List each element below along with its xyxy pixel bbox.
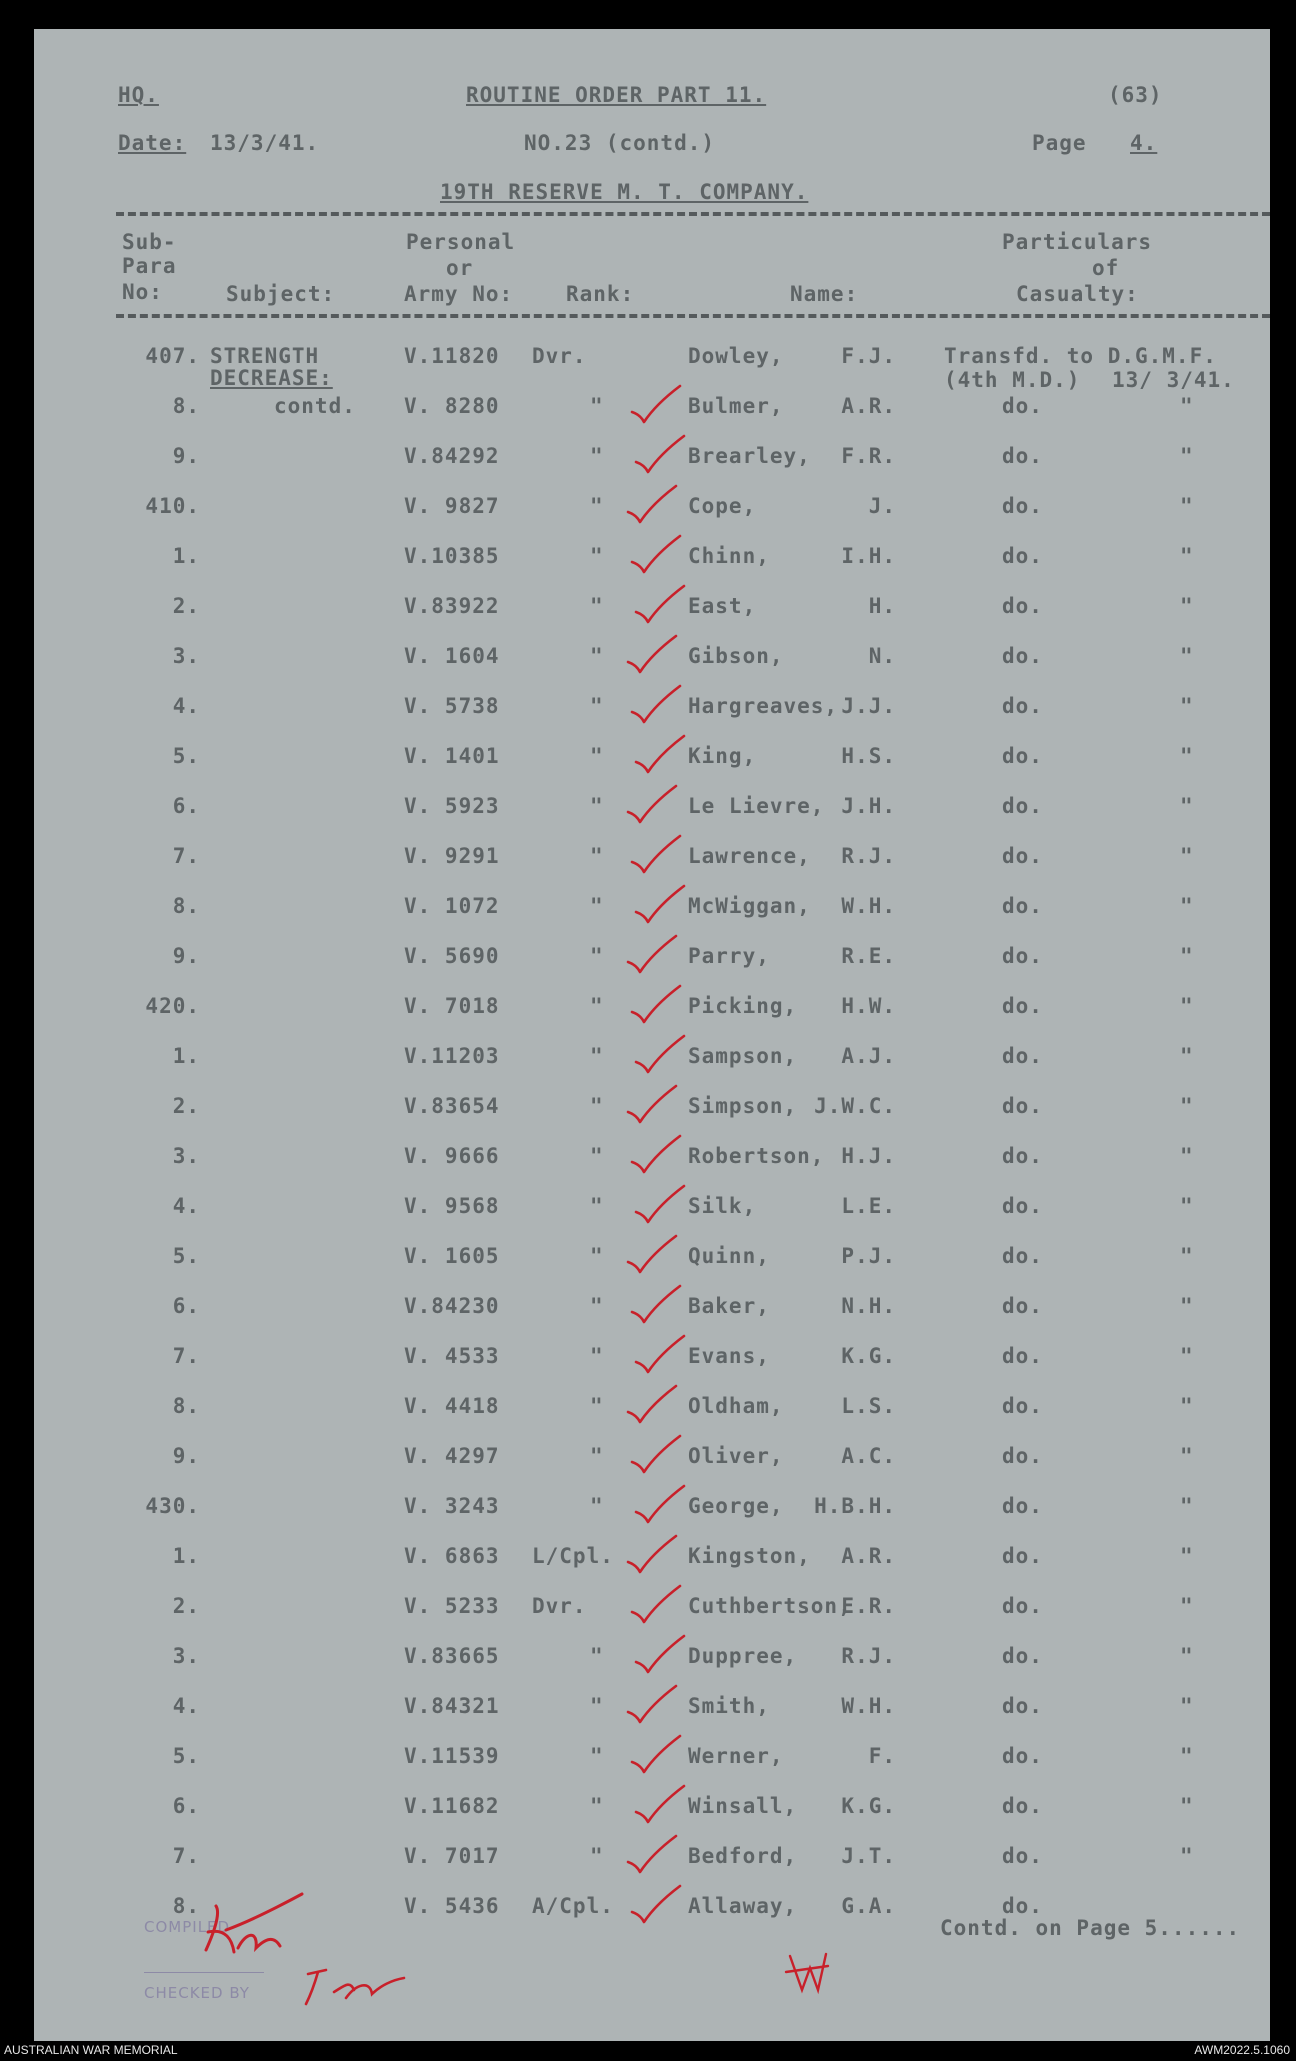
row-army-number: V.83665 [404,1644,500,1668]
row-rank: " [590,894,604,918]
row-army-number: V.84321 [404,1694,500,1718]
row-para: 1. [172,544,200,568]
row-particulars: do. [1002,944,1043,968]
row-para: 420. [145,994,200,1018]
row-ditto: " [1180,494,1194,518]
check-mark-icon [622,1684,682,1724]
col-number-2: or [446,256,474,280]
particulars-district: (4th M.D.) [944,368,1081,392]
row-surname: Werner, [688,1744,784,1768]
row-particulars: do. [1002,744,1043,768]
row-army-number: V. 5436 [404,1894,500,1918]
row-surname: Kingston, [688,1544,811,1568]
order-number: NO.23 (contd.) [524,131,716,155]
row-army-number: V. 9291 [404,844,500,868]
row-surname: Brearley, [688,444,811,468]
row-para: 6. [172,1794,200,1818]
row-surname: Robertson, [688,1144,825,1168]
row-ditto: " [1180,944,1194,968]
row-initials: K.G. [841,1794,896,1818]
row-army-number: V. 7018 [404,994,500,1018]
compiled-signature-icon [186,1888,316,1968]
row-army-number: V. 1604 [404,644,500,668]
row-surname: Hargreaves, [688,694,839,718]
row-initials: L.E. [841,1194,896,1218]
row-initials: W.H. [841,1694,896,1718]
col-particulars-1: Particulars [1002,230,1153,254]
row-surname: Bulmer, [688,394,784,418]
row-particulars: do. [1002,694,1043,718]
row-army-number: V. 3243 [404,1494,500,1518]
row-rank: " [590,1694,604,1718]
row-surname: Picking, [688,994,798,1018]
check-mark-icon [630,1334,690,1374]
check-mark-icon [622,1534,682,1574]
row-particulars: do. [1002,394,1043,418]
row-initials: H.W. [841,994,896,1018]
footer-reference: AWM2022.5.1060 [1194,2043,1290,2057]
row-para: 1. [172,1544,200,1568]
row-para: 8. [172,394,200,418]
row-army-number: V.84292 [404,444,500,468]
row-particulars: do. [1002,494,1043,518]
subject-line-1: STRENGTH [210,344,320,368]
row-ditto: " [1180,744,1194,768]
row-rank: " [590,1494,604,1518]
row-ditto: " [1180,1594,1194,1618]
row-army-number: V. 1401 [404,744,500,768]
row-army-number: V. 4533 [404,1344,500,1368]
check-mark-icon [630,1484,690,1524]
row-para: 6. [172,794,200,818]
row-rank: A/Cpl. [532,1894,614,1918]
check-mark-icon [630,434,690,474]
row-para: 7. [172,1844,200,1868]
row-ditto: " [1180,994,1194,1018]
row-particulars: do. [1002,1494,1043,1518]
row-initials: H.J. [841,1144,896,1168]
row-ditto: " [1180,1844,1194,1868]
col-particulars-3: Casualty: [1016,282,1139,306]
row-army-number: V. 5738 [404,694,500,718]
row-rank: " [590,1294,604,1318]
row-ditto: " [1180,594,1194,618]
row-army-number: V. 4297 [404,1444,500,1468]
col-para-3: No: [122,280,163,304]
row-surname: Simpson, [688,1094,798,1118]
row-particulars: do. [1002,1344,1043,1368]
row-ditto: " [1180,1644,1194,1668]
check-mark-icon [622,1384,682,1424]
row-initials: A.C. [841,1444,896,1468]
row-rank: " [590,1344,604,1368]
row-para: 6. [172,1294,200,1318]
row-army-number: V. 9666 [404,1144,500,1168]
col-particulars-2: of [1092,256,1120,280]
row-initials: W.H. [841,894,896,918]
row-initials: F.R. [841,444,896,468]
row-rank: L/Cpl. [532,1544,614,1568]
row-particulars: do. [1002,1794,1043,1818]
row-particulars: do. [1002,844,1043,868]
check-mark-icon [630,734,690,774]
row-initials: R.J. [841,844,896,868]
row-particulars: do. [1002,1844,1043,1868]
row-particulars: do. [1002,444,1043,468]
check-mark-icon [626,384,686,424]
row-para: 2. [172,1594,200,1618]
row-para: 9. [172,444,200,468]
check-mark-icon [630,1184,690,1224]
row-ditto: " [1180,1194,1194,1218]
row-initials: J.W.C. [814,1094,896,1118]
row-rank: " [590,1244,604,1268]
row-para: 8. [172,1394,200,1418]
row-surname: Baker, [688,1294,770,1318]
row-army-number: V.11539 [404,1744,500,1768]
row-army-number: V. 6863 [404,1544,500,1568]
company-title: 19TH RESERVE M. T. COMPANY. [440,180,809,204]
row-surname: Evans, [688,1344,770,1368]
check-mark-icon [626,1584,686,1624]
row-ditto: " [1180,844,1194,868]
row-particulars: do. [1002,1744,1043,1768]
row-army-number: V.11682 [404,1794,500,1818]
row-initials: H. [868,594,896,618]
divider-top [116,212,1270,216]
initials-mark-icon [780,1946,834,2000]
row-army-number: V. 4418 [404,1394,500,1418]
col-subject: Subject: [226,282,336,306]
row-particulars: do. [1002,1594,1043,1618]
row-army-number: V. 5923 [404,794,500,818]
row-surname: Cope, [688,494,757,518]
row-para: 8. [172,1894,200,1918]
row-ditto: " [1180,394,1194,418]
row-rank: " [590,394,604,418]
row-para: 9. [172,944,200,968]
row-rank: " [590,1394,604,1418]
row-initials: R.E. [841,944,896,968]
row-rank: " [590,1844,604,1868]
row-army-number: V. 9568 [404,1194,500,1218]
checked-signature-icon [300,1960,410,2010]
check-mark-icon [630,1634,690,1674]
row-ditto: " [1180,1794,1194,1818]
row-rank: " [590,1044,604,1068]
row-particulars: do. [1002,994,1043,1018]
row-initials: J.T. [841,1844,896,1868]
row-rank: " [590,694,604,718]
row-ditto: " [1180,644,1194,668]
row-para: 2. [172,1094,200,1118]
row-initials: F. [868,1744,896,1768]
row-rank: " [590,444,604,468]
row-army-number: V.10385 [404,544,500,568]
continued-note: Contd. on Page 5...... [940,1916,1241,1940]
row-surname: Silk, [688,1194,757,1218]
row-particulars: do. [1002,794,1043,818]
row-para: 3. [172,644,200,668]
row-ditto: " [1180,1044,1194,1068]
row-army-number: V.83654 [404,1094,500,1118]
check-mark-icon [626,1134,686,1174]
row-ditto: " [1180,1294,1194,1318]
row-para: 410. [145,494,200,518]
subject-line-3: contd. [274,394,356,418]
row-rank: " [590,1444,604,1468]
row-surname: Winsall, [688,1794,798,1818]
row-ditto: " [1180,694,1194,718]
row-initials: L.S. [841,1394,896,1418]
divider-header [116,314,1270,318]
check-mark-icon [626,1434,686,1474]
row-initials: J.H. [841,794,896,818]
check-mark-icon [626,534,686,574]
row-initials: J.J. [841,694,896,718]
row-initials: R.J. [841,1644,896,1668]
check-mark-icon [626,1284,686,1324]
check-mark-icon [630,1784,690,1824]
row-para: 3. [172,1644,200,1668]
row-para: 9. [172,1444,200,1468]
check-mark-icon [622,1834,682,1874]
row-para: 5. [172,1244,200,1268]
row-para: 7. [172,1344,200,1368]
row-rank: " [590,1644,604,1668]
row-surname: King, [688,744,757,768]
row-surname: Oldham, [688,1394,784,1418]
row-rank: " [590,1144,604,1168]
check-mark-icon [622,634,682,674]
row-rank: " [590,494,604,518]
row-rank: " [590,594,604,618]
check-mark-icon [622,934,682,974]
row-para: 5. [172,1744,200,1768]
row-surname: Parry, [688,944,770,968]
row-army-number: V.11203 [404,1044,500,1068]
row-particulars: do. [1002,1694,1043,1718]
particulars-date: 13/ 3/41. [1112,368,1235,392]
row-surname: Cuthbertson, [688,1594,852,1618]
check-mark-icon [622,784,682,824]
row-initials: H.S. [841,744,896,768]
row-initials: H.B.H. [814,1494,896,1518]
row-particulars: do. [1002,1394,1043,1418]
row-rank: " [590,744,604,768]
row-para: 4. [172,1194,200,1218]
row-para: 5. [172,744,200,768]
col-number-3: Army No: [404,282,514,306]
row-rank: " [590,944,604,968]
row-particulars: do. [1002,1544,1043,1568]
row-ditto: " [1180,1244,1194,1268]
check-mark-icon [622,484,682,524]
row-surname: Smith, [688,1694,770,1718]
checked-stamp: CHECKED BY [144,1984,250,2002]
row-rank: Dvr. [532,1594,587,1618]
row-particulars: do. [1002,1644,1043,1668]
row-ditto: " [1180,1544,1194,1568]
row-surname: Duppree, [688,1644,798,1668]
row-ditto: " [1180,444,1194,468]
row-initials: A.J. [841,1044,896,1068]
row-surname: McWiggan, [688,894,811,918]
check-mark-icon [622,1084,682,1124]
check-mark-icon [626,684,686,724]
row-surname: Sampson, [688,1044,798,1068]
row-initials: N. [868,644,896,668]
col-rank: Rank: [566,282,635,306]
row-particulars: do. [1002,1194,1043,1218]
row-rank: " [590,644,604,668]
row-particulars: do. [1002,1144,1043,1168]
row-surname: Bedford, [688,1844,798,1868]
row-ditto: " [1180,1344,1194,1368]
row-army-number: V. 1605 [404,1244,500,1268]
row-particulars: do. [1002,894,1043,918]
row-initials: G.A. [841,1894,896,1918]
row-particulars: do. [1002,544,1043,568]
row-surname: Lawrence, [688,844,811,868]
row-ditto: " [1180,1444,1194,1468]
row-army-number: V.11820 [404,344,500,368]
check-mark-icon [630,884,690,924]
row-rank: " [590,1194,604,1218]
row-ditto: " [1180,1094,1194,1118]
row-surname: George, [688,1494,784,1518]
row-army-number: V. 1072 [404,894,500,918]
row-particulars: do. [1002,594,1043,618]
row-surname: Dowley, [688,344,784,368]
row-particulars: do. [1002,1244,1043,1268]
row-para: 7. [172,844,200,868]
row-surname: Oliver, [688,1444,784,1468]
particulars-transfer: Transfd. to D.G.M.F. [944,344,1217,368]
row-ditto: " [1180,1694,1194,1718]
check-mark-icon [626,984,686,1024]
row-para: 407. [145,344,200,368]
row-rank: " [590,994,604,1018]
row-rank: " [590,794,604,818]
row-para: 430. [145,1494,200,1518]
row-surname: East, [688,594,757,618]
subject-line-2: DECREASE: [210,366,333,390]
row-ditto: " [1180,1394,1194,1418]
row-initials: F.J. [841,344,896,368]
row-particulars: do. [1002,1094,1043,1118]
row-particulars: do. [1002,1894,1043,1918]
row-initials: N.H. [841,1294,896,1318]
check-mark-icon [626,834,686,874]
page-number: 4. [1130,131,1158,155]
row-ditto: " [1180,794,1194,818]
row-army-number: V.84230 [404,1294,500,1318]
row-ditto: " [1180,1744,1194,1768]
row-particulars: do. [1002,1294,1043,1318]
row-army-number: V.83922 [404,594,500,618]
row-surname: Gibson, [688,644,784,668]
row-surname: Le Lievre, [688,794,825,818]
row-rank: " [590,1094,604,1118]
row-rank: Dvr. [532,344,587,368]
row-para: 4. [172,1694,200,1718]
page-label: Page [1032,131,1087,155]
col-number-1: Personal [406,230,516,254]
check-mark-icon [622,1234,682,1274]
row-para: 4. [172,694,200,718]
row-para: 3. [172,1144,200,1168]
row-particulars: do. [1002,1444,1043,1468]
row-initials: A.R. [841,394,896,418]
order-title: ROUTINE ORDER PART 11. [466,83,767,107]
row-ditto: " [1180,1144,1194,1168]
row-initials: K.G. [841,1344,896,1368]
check-mark-icon [630,584,690,624]
row-army-number: V. 9827 [404,494,500,518]
row-particulars: do. [1002,1044,1043,1068]
row-surname: Quinn, [688,1244,770,1268]
check-mark-icon [626,1734,686,1774]
row-para: 8. [172,894,200,918]
row-rank: " [590,844,604,868]
row-army-number: V. 5690 [404,944,500,968]
row-army-number: V. 5233 [404,1594,500,1618]
footer-source: AUSTRALIAN WAR MEMORIAL [4,2043,178,2057]
page-reference: (63) [1108,83,1163,107]
row-rank: " [590,544,604,568]
stamp-rule [144,1972,264,1973]
row-particulars: do. [1002,644,1043,668]
col-para-2: Para [122,254,177,278]
row-army-number: V. 7017 [404,1844,500,1868]
row-initials: J. [868,494,896,518]
row-rank: " [590,1744,604,1768]
check-mark-icon [626,1884,686,1924]
compiled-stamp: COMPILED [144,1918,231,1936]
row-surname: Allaway, [688,1894,798,1918]
date-label: Date: [118,131,187,155]
date-value: 13/3/41. [210,131,320,155]
row-initials: E.R. [841,1594,896,1618]
row-initials: A.R. [841,1544,896,1568]
row-ditto: " [1180,544,1194,568]
check-mark-icon [630,1034,690,1074]
row-initials: I.H. [841,544,896,568]
row-rank: " [590,1794,604,1818]
row-initials: P.J. [841,1244,896,1268]
row-ditto: " [1180,1494,1194,1518]
row-para: 2. [172,594,200,618]
col-name: Name: [790,282,859,306]
row-surname: Chinn, [688,544,770,568]
row-ditto: " [1180,894,1194,918]
unit-label: HQ. [118,83,159,107]
row-army-number: V. 8280 [404,394,500,418]
col-para-1: Sub- [122,230,177,254]
row-para: 1. [172,1044,200,1068]
